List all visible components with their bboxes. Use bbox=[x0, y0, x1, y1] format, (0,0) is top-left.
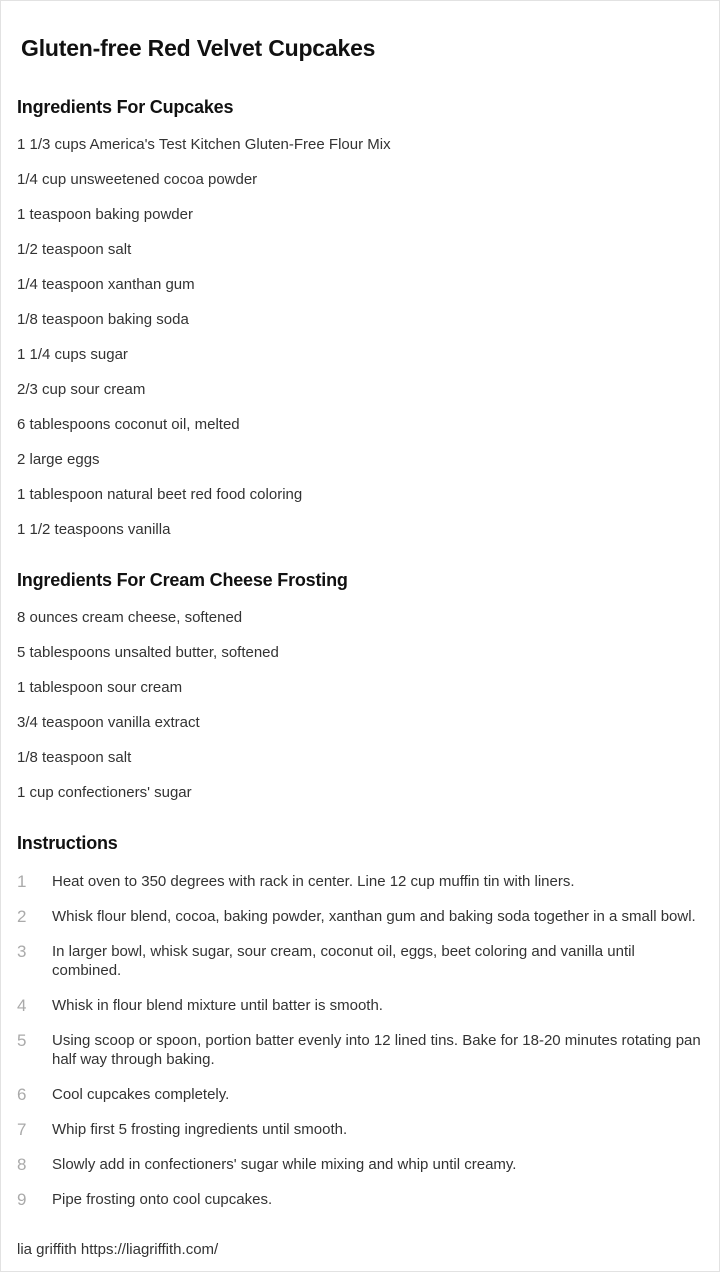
step-number: 1 bbox=[17, 872, 27, 891]
instruction-step bbox=[17, 996, 707, 1015]
step-text: Slowly add in confectioners' sugar while mixing and whip until creamy. bbox=[52, 1156, 517, 1173]
step-number: 6 bbox=[17, 1085, 27, 1104]
step-text: Whisk in flour blend mixture until batter is smooth. bbox=[52, 997, 383, 1014]
step-number: 8 bbox=[17, 1155, 27, 1174]
step-text: Cool cupcakes completely. bbox=[52, 1086, 230, 1103]
step-text: Whisk flour blend, cocoa, baking powder, xanthan gum and baking soda together in a small bowl. bbox=[52, 908, 696, 925]
ingredient-item: 1 teaspoon baking powder bbox=[17, 206, 193, 223]
ingredient-item: 1/8 teaspoon baking soda bbox=[17, 311, 189, 328]
recipe-title: Gluten-free Red Velvet Cupcakes bbox=[21, 35, 376, 61]
ingredient-item: 5 tablespoons unsalted butter, softened bbox=[17, 644, 279, 661]
instruction-step bbox=[17, 872, 707, 891]
step-number: 3 bbox=[17, 942, 27, 961]
instructions-heading: Instructions bbox=[17, 833, 118, 853]
ingredient-item: 1 tablespoon sour cream bbox=[17, 679, 183, 696]
ingredient-item: 1 1/3 cups America's Test Kitchen Gluten-Free Flour Mix bbox=[17, 136, 391, 153]
ingredient-item: 8 ounces cream cheese, softened bbox=[17, 609, 243, 626]
cupcake-ingredients-heading: Ingredients For Cupcakes bbox=[17, 97, 234, 117]
ingredient-item: 2/3 cup sour cream bbox=[17, 381, 146, 398]
step-text: Using scoop or spoon, portion batter evenly into 12 lined tins. Bake for 18-20 minutes rotating pan half way through baking. bbox=[52, 1032, 701, 1068]
ingredient-item: 1 1/4 cups sugar bbox=[17, 346, 128, 363]
instruction-step bbox=[17, 1190, 707, 1209]
ingredient-item: 1/4 cup unsweetened cocoa powder bbox=[17, 171, 258, 188]
ingredient-item: 3/4 teaspoon vanilla extract bbox=[17, 714, 200, 731]
step-text: Heat oven to 350 degrees with rack in center. Line 12 cup muffin tin with liners. bbox=[52, 873, 575, 890]
instruction-step bbox=[17, 942, 707, 980]
ingredient-item: 1/8 teaspoon salt bbox=[17, 749, 132, 766]
step-number: 4 bbox=[17, 996, 27, 1015]
frosting-ingredients-heading: Ingredients For Cream Cheese Frosting bbox=[17, 570, 348, 590]
ingredient-item: 2 large eggs bbox=[17, 451, 100, 468]
ingredient-item: 1 tablespoon natural beet red food coloring bbox=[17, 486, 303, 503]
instruction-step bbox=[17, 1120, 707, 1139]
step-number: 5 bbox=[17, 1031, 27, 1050]
step-text: In larger bowl, whisk sugar, sour cream, coconut oil, eggs, beet coloring and vanilla until combined. bbox=[52, 943, 635, 979]
source-credit: lia griffith https://liagriffith.com/ bbox=[17, 1241, 219, 1258]
ingredient-item: 6 tablespoons coconut oil, melted bbox=[17, 416, 240, 433]
instruction-step bbox=[17, 907, 707, 926]
frosting-ingredients-list bbox=[17, 608, 279, 818]
ingredient-item: 1 cup confectioners' sugar bbox=[17, 784, 192, 801]
step-number: 2 bbox=[17, 907, 27, 926]
cupcake-ingredients-list bbox=[17, 135, 391, 555]
instructions-list bbox=[17, 872, 707, 1225]
step-text: Pipe frosting onto cool cupcakes. bbox=[52, 1191, 273, 1208]
ingredient-item: 1 1/2 teaspoons vanilla bbox=[17, 521, 171, 538]
instruction-step bbox=[17, 1031, 707, 1069]
step-text: Whip first 5 frosting ingredients until smooth. bbox=[52, 1121, 348, 1138]
instruction-step bbox=[17, 1085, 707, 1104]
instruction-step bbox=[17, 1155, 707, 1174]
step-number: 7 bbox=[17, 1120, 27, 1139]
ingredient-item: 1/2 teaspoon salt bbox=[17, 241, 132, 258]
step-number: 9 bbox=[17, 1190, 27, 1209]
ingredient-item: 1/4 teaspoon xanthan gum bbox=[17, 276, 195, 293]
